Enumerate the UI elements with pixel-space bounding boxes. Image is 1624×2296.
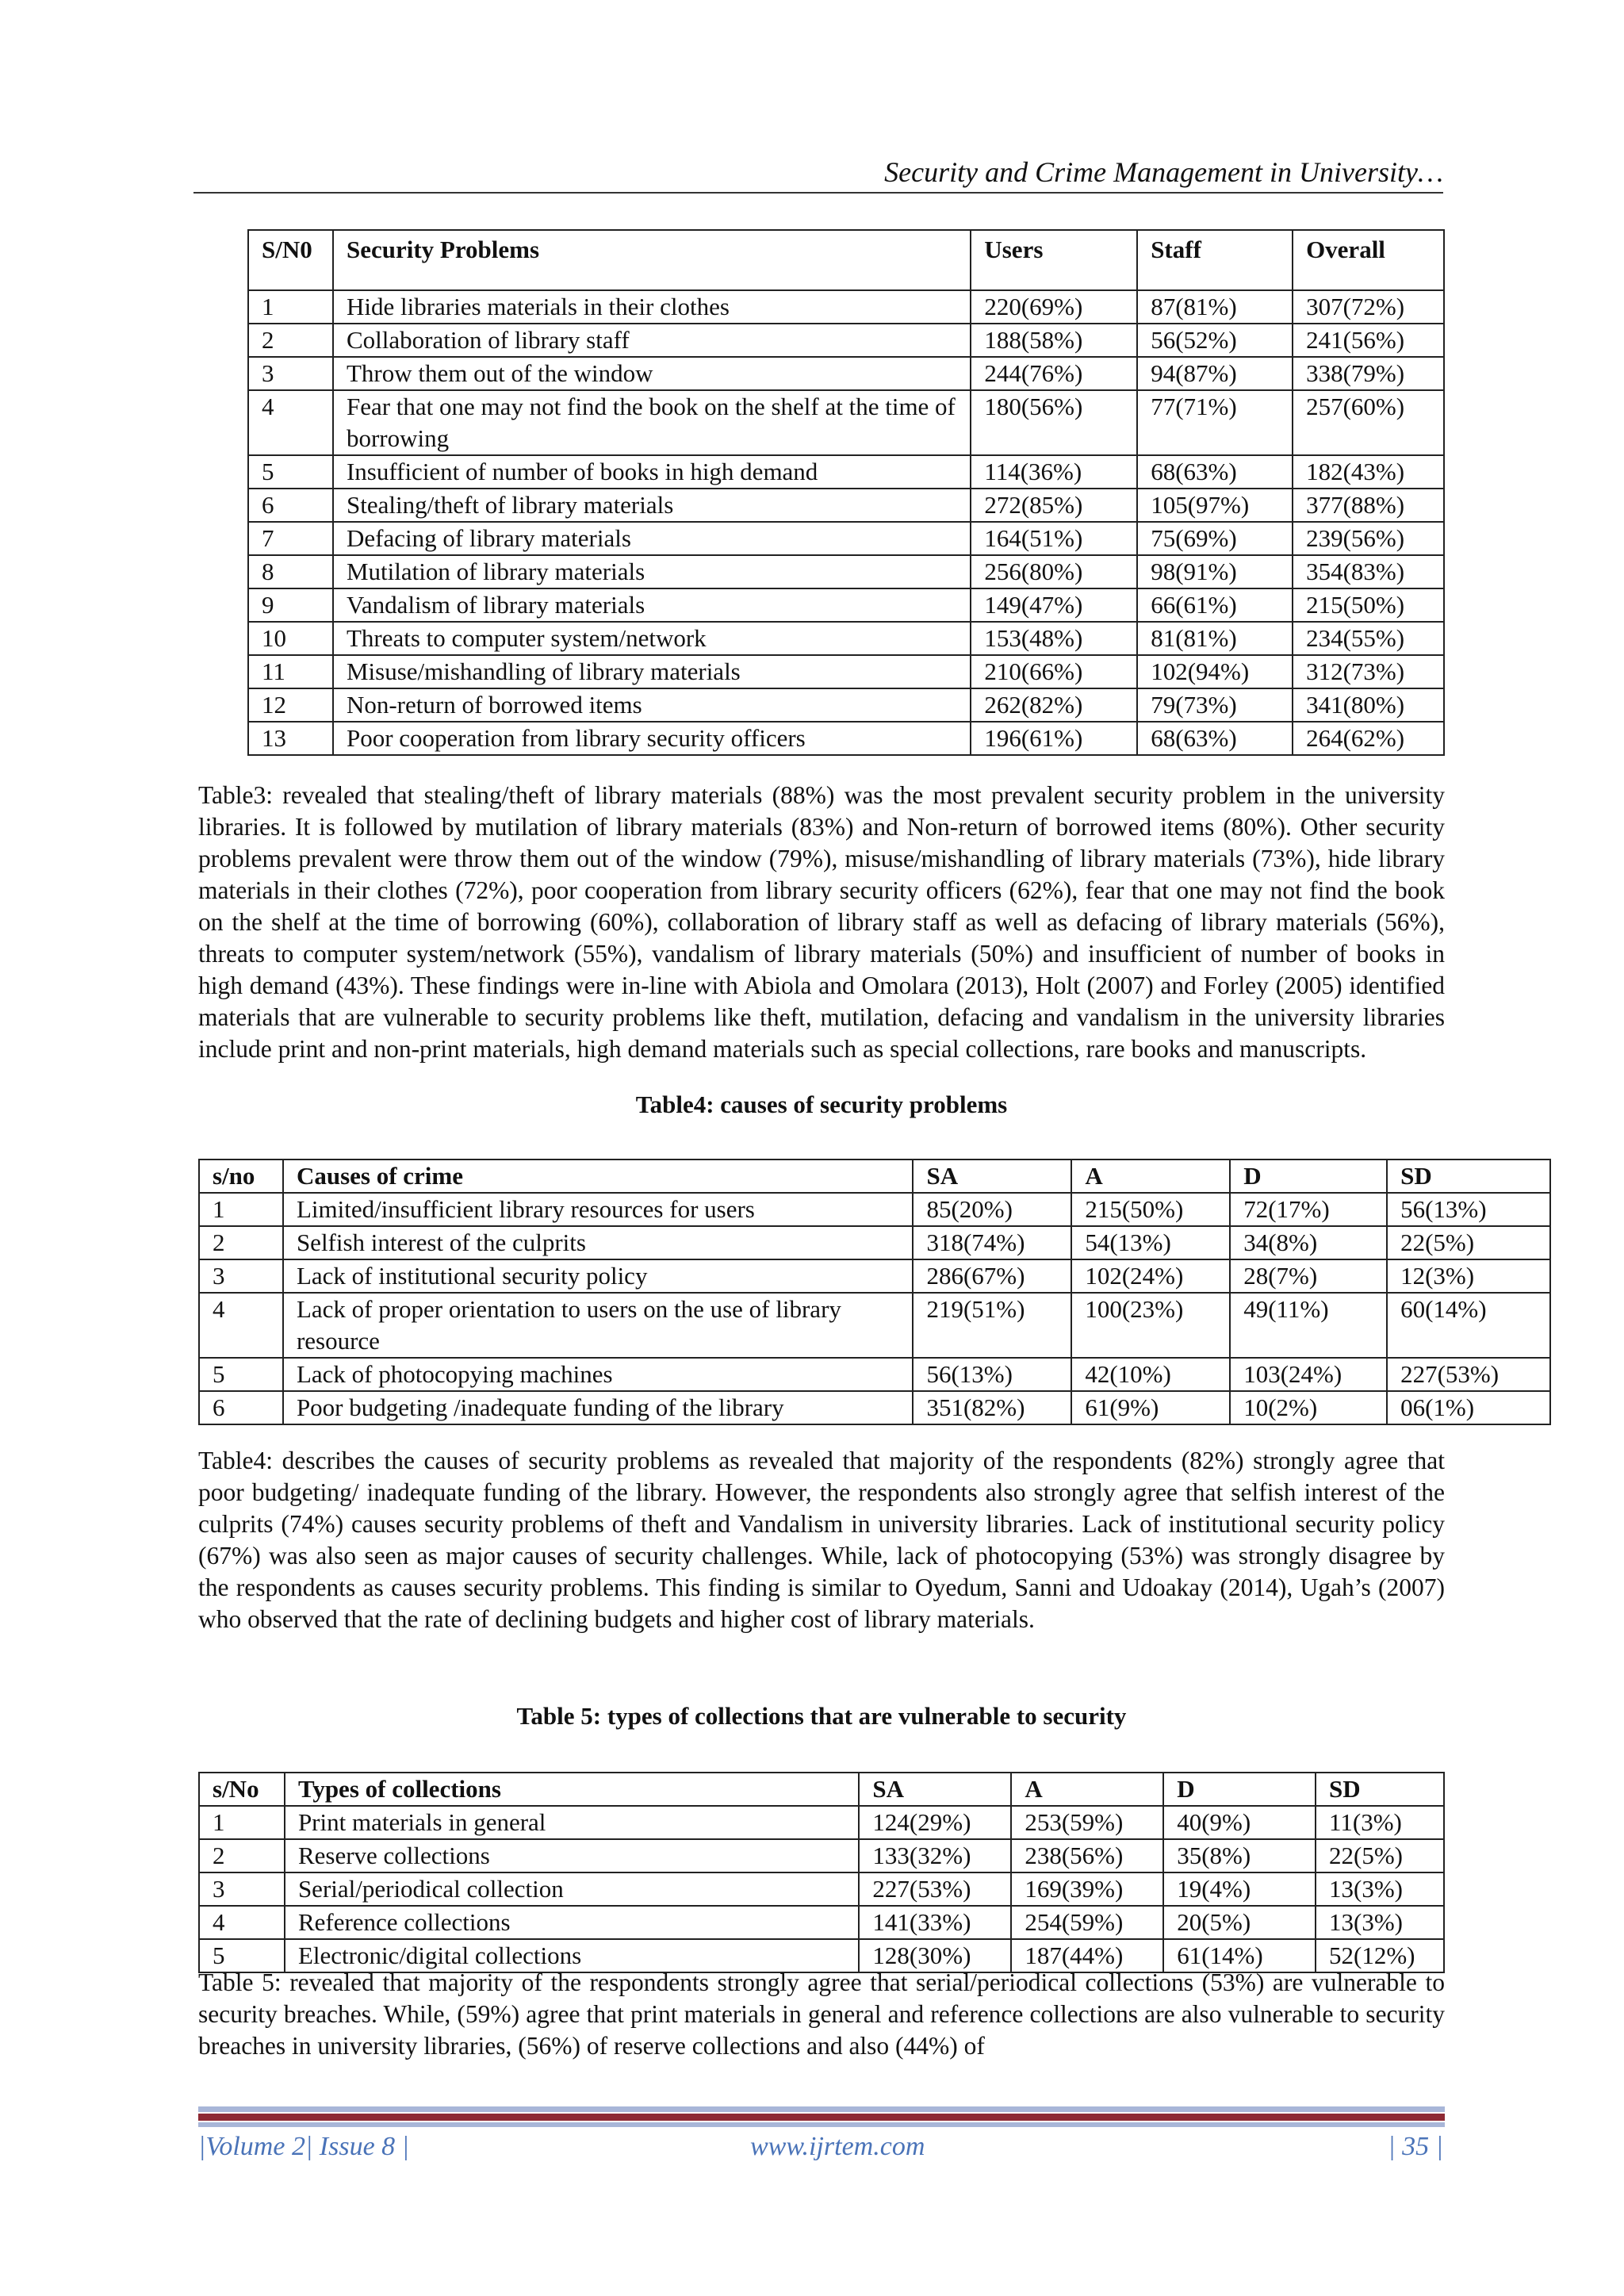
table-cell: 105(97%) [1137, 489, 1293, 522]
table-cell: 5 [199, 1939, 285, 1972]
table-cell: 187(44%) [1011, 1939, 1163, 1972]
table-cell: 72(17%) [1230, 1193, 1387, 1226]
table-header-row [248, 230, 1444, 290]
table-cell: 06(1%) [1387, 1391, 1550, 1424]
column-header: Causes of crime [283, 1159, 914, 1193]
table-cell: 28(7%) [1230, 1259, 1387, 1293]
table-row [248, 390, 1444, 455]
vulnerable-collections-table [198, 1772, 1445, 1973]
table-cell: 102(24%) [1071, 1259, 1230, 1293]
table-cell: 196(61%) [971, 722, 1137, 755]
table-cell: Selfish interest of the culprits [283, 1226, 914, 1259]
table-cell: Threats to computer system/network [333, 622, 971, 655]
table-row [248, 622, 1444, 655]
table-cell: 253(59%) [1011, 1806, 1163, 1839]
table-row [248, 489, 1444, 522]
table-cell: Hide libraries materials in their clothes [333, 290, 971, 324]
table-cell: 60(14%) [1387, 1293, 1550, 1358]
table-cell: 61(14%) [1163, 1939, 1316, 1972]
table-cell: 10 [248, 622, 333, 655]
table-cell: 338(79%) [1293, 357, 1444, 390]
table-cell: 94(87%) [1137, 357, 1293, 390]
column-header: Security Problems [333, 230, 971, 290]
table-row [199, 1391, 1550, 1424]
table-cell: 13(3%) [1316, 1906, 1444, 1939]
table-cell: Reserve collections [285, 1839, 859, 1872]
table-row [199, 1839, 1444, 1872]
table-cell: 220(69%) [971, 290, 1137, 324]
table-cell: 5 [248, 455, 333, 489]
table-cell: 272(85%) [971, 489, 1137, 522]
table-cell: 128(30%) [859, 1939, 1011, 1972]
column-header: SD [1316, 1773, 1444, 1806]
column-header: SD [1387, 1159, 1550, 1193]
table-cell: 68(63%) [1137, 455, 1293, 489]
table-row [199, 1259, 1550, 1293]
table-cell: 8 [248, 555, 333, 588]
table-row [199, 1226, 1550, 1259]
table-cell: 2 [199, 1839, 285, 1872]
table-cell: Lack of proper orientation to users on the use of library resource [283, 1293, 914, 1358]
table-cell: 13 [248, 722, 333, 755]
table-cell: Fear that one may not find the book on the shelf at the time of borrowing [333, 390, 971, 455]
column-header: D [1230, 1159, 1387, 1193]
table-cell: Poor cooperation from library security officers [333, 722, 971, 755]
table-cell: 66(61%) [1137, 588, 1293, 622]
table-cell: 61(9%) [1071, 1391, 1230, 1424]
table-row [248, 555, 1444, 588]
table-cell: 4 [248, 390, 333, 455]
table-cell: 5 [199, 1358, 283, 1391]
table-cell: 22(5%) [1387, 1226, 1550, 1259]
footer-page-number: | 35 | [1388, 2132, 1443, 2161]
table-cell: 10(2%) [1230, 1391, 1387, 1424]
table-cell: 75(69%) [1137, 522, 1293, 555]
table-cell: 238(56%) [1011, 1839, 1163, 1872]
table-cell: 141(33%) [859, 1906, 1011, 1939]
table-cell: 87(81%) [1137, 290, 1293, 324]
table-cell: 2 [199, 1226, 283, 1259]
paragraph-table5-discussion: Table 5: revealed that majority of the respondents strongly agree that serial/periodical collections (53%) are vulnerable to security breaches. While, (59%) agree that print materials in general and reference collections are also vulnerable to security breaches in university libraries, (56%) of reserve collections and also (44%) of [198, 1968, 1445, 2060]
column-header: SA [859, 1773, 1011, 1806]
table-cell: Print materials in general [285, 1806, 859, 1839]
table-cell: 56(13%) [913, 1358, 1071, 1391]
footer-volume: |Volume 2| Issue 8 | [198, 2132, 410, 2161]
table-cell: Limited/insufficient library resources for users [283, 1193, 914, 1226]
table-cell: 257(60%) [1293, 390, 1444, 455]
table-cell: 341(80%) [1293, 688, 1444, 722]
table-cell: 68(63%) [1137, 722, 1293, 755]
table-cell: 227(53%) [859, 1872, 1011, 1906]
table-cell: 219(51%) [913, 1293, 1071, 1358]
table-cell: 149(47%) [971, 588, 1137, 622]
table-cell: 4 [199, 1906, 285, 1939]
column-header: s/No [199, 1773, 285, 1806]
table-cell: Non-return of borrowed items [333, 688, 971, 722]
table-cell: 40(9%) [1163, 1806, 1316, 1839]
table-row [248, 588, 1444, 622]
footer-url[interactable]: www.ijrtem.com [750, 2132, 925, 2161]
table-cell: Electronic/digital collections [285, 1939, 859, 1972]
column-header: s/no [199, 1159, 283, 1193]
table-cell: 20(5%) [1163, 1906, 1316, 1939]
table-cell: Poor budgeting /inadequate funding of the library [283, 1391, 914, 1424]
table-cell: 133(32%) [859, 1839, 1011, 1872]
table-row [199, 1872, 1444, 1906]
table-cell: 234(55%) [1293, 622, 1444, 655]
footer-rule-top [198, 2106, 1445, 2112]
table-cell: 164(51%) [971, 522, 1137, 555]
table-cell: 188(58%) [971, 324, 1137, 357]
table-cell: 256(80%) [971, 555, 1137, 588]
table-cell: Defacing of library materials [333, 522, 971, 555]
table-cell: 169(39%) [1011, 1872, 1163, 1906]
table-cell: 182(43%) [1293, 455, 1444, 489]
table-cell: 79(73%) [1137, 688, 1293, 722]
column-header: D [1163, 1773, 1316, 1806]
column-header: SA [913, 1159, 1071, 1193]
table-cell: 9 [248, 588, 333, 622]
table-row [248, 357, 1444, 390]
table-cell: 54(13%) [1071, 1226, 1230, 1259]
table-cell: 351(82%) [913, 1391, 1071, 1424]
table-cell: 103(24%) [1230, 1358, 1387, 1391]
table-cell: 6 [248, 489, 333, 522]
table-row [199, 1906, 1444, 1939]
table-cell: Vandalism of library materials [333, 588, 971, 622]
footer-rule-middle [198, 2114, 1445, 2121]
table-cell: 7 [248, 522, 333, 555]
table-cell: 124(29%) [859, 1806, 1011, 1839]
table-row [248, 455, 1444, 489]
table-row [248, 324, 1444, 357]
table-cell: 56(13%) [1387, 1193, 1550, 1226]
table-cell: 100(23%) [1071, 1293, 1230, 1358]
table-cell: 215(50%) [1071, 1193, 1230, 1226]
table-cell: Mutilation of library materials [333, 555, 971, 588]
table-row [199, 1806, 1444, 1839]
table-cell: 227(53%) [1387, 1358, 1550, 1391]
table-cell: 56(52%) [1137, 324, 1293, 357]
table-cell: 52(12%) [1316, 1939, 1444, 1972]
table-cell: 98(91%) [1137, 555, 1293, 588]
table-cell: 1 [248, 290, 333, 324]
table-cell: Insufficient of number of books in high demand [333, 455, 971, 489]
table-cell: 1 [199, 1806, 285, 1839]
table-cell: 6 [199, 1391, 283, 1424]
table-header-row [199, 1159, 1550, 1193]
table-cell: 241(56%) [1293, 324, 1444, 357]
table-cell: 49(11%) [1230, 1293, 1387, 1358]
paragraph-table3-discussion: Table3: revealed that stealing/theft of library materials (88%) was the most prevalent security problem in the university libraries. It is followed by mutilation of library materials (83%) and Non-return of borrowed items (80%). Other security problems prevalent were throw them out of the window (79%), misuse/mishandling of library materials (73%), hide library materials in their clothes (72%), poor cooperation from library security officers (62%), fear that one may not find the book on the shelf at the time of borrowing (60%), collaboration of library staff as well as defacing of library materials (56%), threats to computer system/network (55%), vandalism of library materials (50%) and insufficient of number of books in high demand (43%). These findings were in-line with Abiola and Omolara (2013), Holt (2007) and Forley (2005) identified materials that are vulnerable to security problems like theft, mutilation, defacing and vandalism in the university libraries include print and non-print materials, high demand materials such as special collections, rare books and manuscripts. [198, 781, 1445, 1063]
table-cell: 3 [199, 1872, 285, 1906]
causes-of-crime-table [198, 1159, 1551, 1425]
table-cell: 12(3%) [1387, 1259, 1550, 1293]
table-cell: 85(20%) [913, 1193, 1071, 1226]
table-cell: 35(8%) [1163, 1839, 1316, 1872]
table-row [199, 1358, 1550, 1391]
column-header: A [1071, 1159, 1230, 1193]
table-cell: Throw them out of the window [333, 357, 971, 390]
column-header: Overall [1293, 230, 1444, 290]
table-cell: 286(67%) [913, 1259, 1071, 1293]
running-title: Security and Crime Management in University… [884, 156, 1443, 188]
table5-caption: Table 5: types of collections that are vulnerable to security [516, 1702, 1127, 1730]
paragraph-table4-discussion: Table4: describes the causes of security problems as revealed that majority of the respondents (82%) strongly agree that poor budgeting/ inadequate funding of the library. However, the respondents also strongly agree that selfish interest of the culprits (74%) causes security problems of theft and Vandalism in university libraries. Lack of institutional security policy (67%) was also seen as major causes of security challenges. While, lack of photocopying (53%) was strongly disagree by the respondents as causes security problems. This finding is similar to Oyedum, Sanni and Udoakay (2014), Ugah’s (2007) who observed that the rate of declining budgets and higher cost of library materials. [198, 1447, 1445, 1633]
table-row [248, 688, 1444, 722]
table-cell: 2 [248, 324, 333, 357]
table-cell: 4 [199, 1293, 283, 1358]
footer-rule-bottom [198, 2122, 1445, 2127]
table-cell: Lack of photocopying machines [283, 1358, 914, 1391]
table-cell: 42(10%) [1071, 1358, 1230, 1391]
table-cell: 81(81%) [1137, 622, 1293, 655]
column-header: Users [971, 230, 1137, 290]
table-cell: 77(71%) [1137, 390, 1293, 455]
table-cell: 377(88%) [1293, 489, 1444, 522]
column-header: Staff [1137, 230, 1293, 290]
table-cell: 244(76%) [971, 357, 1137, 390]
table-cell: 22(5%) [1316, 1839, 1444, 1872]
table-cell: 210(66%) [971, 655, 1137, 688]
column-header: A [1011, 1773, 1163, 1806]
table-row [248, 722, 1444, 755]
table-cell: 239(56%) [1293, 522, 1444, 555]
table-cell: 312(73%) [1293, 655, 1444, 688]
table-cell: 354(83%) [1293, 555, 1444, 588]
table-cell: 114(36%) [971, 455, 1137, 489]
table-cell: 307(72%) [1293, 290, 1444, 324]
table-cell: 3 [199, 1259, 283, 1293]
table-cell: Stealing/theft of library materials [333, 489, 971, 522]
table-cell: 11(3%) [1316, 1806, 1444, 1839]
table-row [199, 1293, 1550, 1358]
table-cell: 318(74%) [913, 1226, 1071, 1259]
table-row [248, 290, 1444, 324]
table-cell: 1 [199, 1193, 283, 1226]
table-cell: 13(3%) [1316, 1872, 1444, 1906]
table-cell: 11 [248, 655, 333, 688]
security-problems-table [247, 229, 1445, 756]
table-cell: Lack of institutional security policy [283, 1259, 914, 1293]
column-header: S/N0 [248, 230, 333, 290]
table-cell: 180(56%) [971, 390, 1137, 455]
table-cell: Misuse/mishandling of library materials [333, 655, 971, 688]
table4-caption: Table4: causes of security problems [635, 1091, 1008, 1118]
table-row [248, 655, 1444, 688]
table-cell: Reference collections [285, 1906, 859, 1939]
table-header-row [199, 1773, 1444, 1806]
table-cell: 254(59%) [1011, 1906, 1163, 1939]
table-cell: 102(94%) [1137, 655, 1293, 688]
column-header: Types of collections [285, 1773, 859, 1806]
table-cell: 264(62%) [1293, 722, 1444, 755]
table-cell: 215(50%) [1293, 588, 1444, 622]
header-rule [193, 192, 1443, 194]
table-cell: Collaboration of library staff [333, 324, 971, 357]
table-cell: Serial/periodical collection [285, 1872, 859, 1906]
table-row [199, 1193, 1550, 1226]
table-cell: 12 [248, 688, 333, 722]
table-row [248, 522, 1444, 555]
table-cell: 262(82%) [971, 688, 1137, 722]
table-cell: 153(48%) [971, 622, 1137, 655]
table-cell: 34(8%) [1230, 1226, 1387, 1259]
table-cell: 3 [248, 357, 333, 390]
table-cell: 19(4%) [1163, 1872, 1316, 1906]
